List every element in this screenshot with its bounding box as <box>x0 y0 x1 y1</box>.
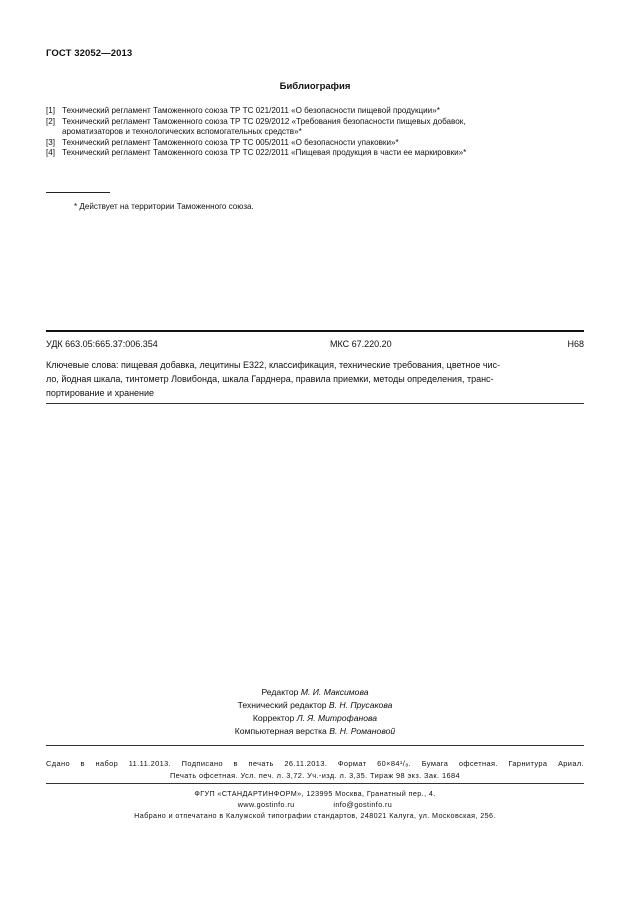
keywords-line: Ключевые слова: пищевая добавка, лецитины Е322, классификация, технические требования, цветное чис- <box>46 360 501 370</box>
group-code: Н68 <box>567 339 584 349</box>
bibliography-item-number: [4] <box>46 148 55 157</box>
publisher-website[interactable]: www.gostinfo.ru <box>237 800 295 809</box>
keywords <box>46 358 584 400</box>
bibliography-item-text: Технический регламент Таможенного союза ТР ТС 005/2011 «О безопасности упаковки»* <box>62 137 399 147</box>
keywords-line: ло, йодная шкала, тинтометр Ловибонда, шкала Гарднера, правила приемки, методы определения, транс- <box>46 374 494 384</box>
classification-divider <box>46 330 584 332</box>
credit-line <box>150 712 480 725</box>
credit-name: Л. Я. Митрофанова <box>296 713 378 723</box>
credit-line <box>150 686 480 699</box>
bibliography-item <box>46 148 586 159</box>
udk-code: УДК 663.05:665.37:006.354 <box>46 339 158 349</box>
bibliography-item-number: [2] <box>46 116 55 126</box>
credit-role: Компьютерная верстка <box>234 726 327 736</box>
bibliography-item-text: Технический регламент Таможенного союза ТР ТС 029/2012 «Требования безопасности пищевых добавок, <box>62 116 466 126</box>
bibliography-item <box>46 117 586 128</box>
credit-line <box>150 725 480 738</box>
bibliography-title: Библиография <box>279 81 351 92</box>
credit-line <box>150 699 480 712</box>
publisher-contacts <box>46 799 584 810</box>
bibliography-item-text: Технический регламент Таможенного союза ТР ТС 022/2011 «Пищевая продукция в части ее маркировки»* <box>62 148 467 157</box>
credit-role: Корректор <box>252 713 295 723</box>
keywords-divider <box>46 403 584 404</box>
bibliography-item-text: Технический регламент Таможенного союза ТР ТС 021/2011 «О безопасности пищевой продукции»* <box>62 106 440 115</box>
credit-role: Технический редактор <box>237 700 327 710</box>
imprint-line: Сдано в набор 11.11.2013. Подписано в печать 26.11.2013. Формат 60×84¹/₈. Бумага офсетная. Гарнитура Ариал. <box>46 759 584 768</box>
publisher-info <box>46 788 584 821</box>
footnote: * Действует на территории Таможенного союза. <box>74 202 254 211</box>
standard-code: ГОСТ 32052—2013 <box>46 48 133 59</box>
credit-name: В. Н. Романовой <box>329 726 396 736</box>
print-imprint <box>46 758 584 782</box>
editorial-credits <box>150 686 480 738</box>
bibliography-list <box>46 106 586 159</box>
credit-name: М. И. Максимова <box>300 687 369 697</box>
publisher-email[interactable]: info@gostinfo.ru <box>333 800 393 809</box>
footnote-divider <box>46 192 110 193</box>
printing-house: Набрано и отпечатано в Калужской типографии стандартов, 248021 Калуга, ул. Московская, 256. <box>134 811 496 820</box>
credit-name: В. Н. Прусакова <box>328 700 393 710</box>
imprint-line: Печать офсетная. Усл. печ. л. 3,72. Уч.-изд. л. 3,35. Тираж 98 экз. Зак. 1684 <box>169 771 461 780</box>
imprint-divider <box>46 783 584 784</box>
bibliography-item <box>46 138 586 149</box>
publisher-address: ФГУП «СТАНДАРТИНФОРМ», 123995 Москва, Гранатный пер., 4. <box>194 789 436 798</box>
credit-role: Редактор <box>261 687 299 697</box>
bibliography-item-continuation: ароматизаторов и технологических вспомогательных средств»* <box>62 127 302 136</box>
mks-code: МКС 67.220.20 <box>330 339 392 349</box>
credits-divider <box>46 745 584 746</box>
keywords-line: портирование и хранение <box>46 388 155 398</box>
bibliography-item-number: [1] <box>46 106 55 115</box>
bibliography-item <box>46 106 586 117</box>
bibliography-item-number: [3] <box>46 137 55 147</box>
